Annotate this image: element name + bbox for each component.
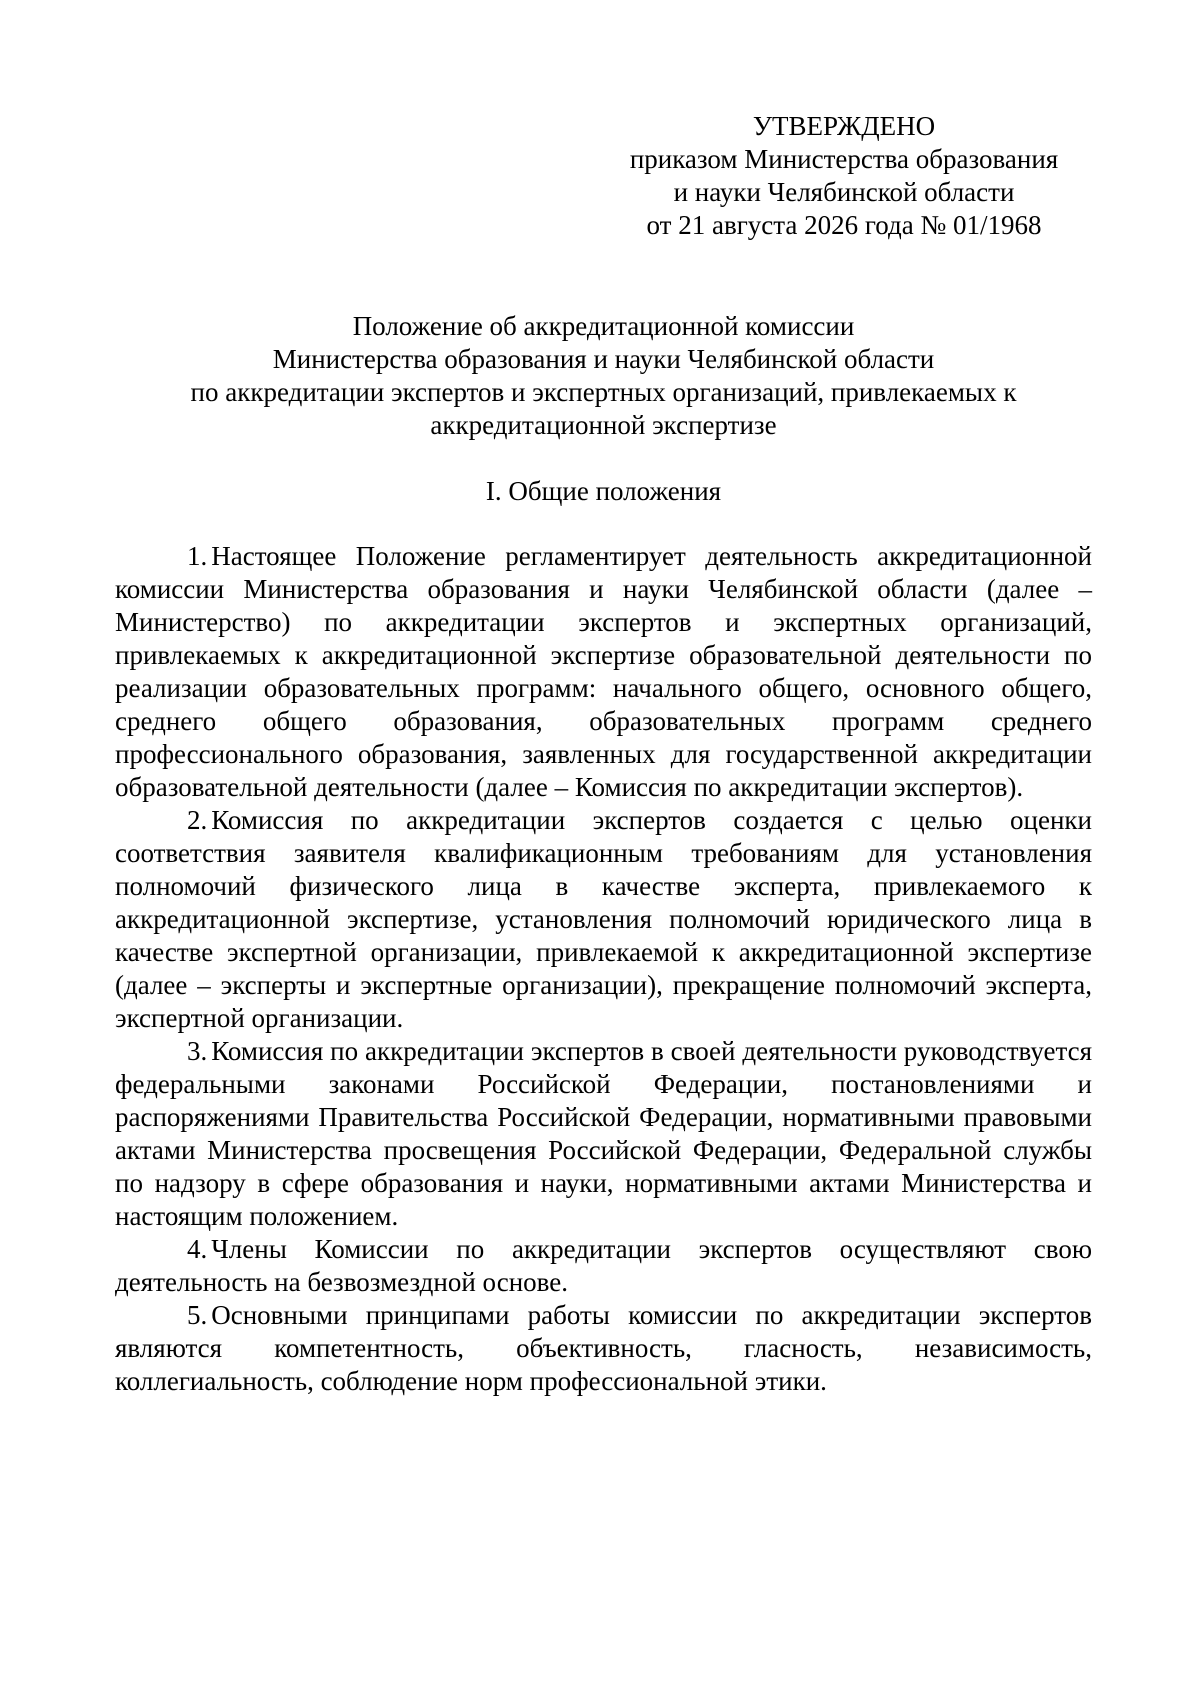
section-heading: I. Общие положения bbox=[485, 476, 722, 506]
title-line-4: аккредитационной экспертизе bbox=[430, 410, 777, 440]
paragraph-2 bbox=[115, 804, 1092, 1035]
approval-heading: УТВЕРЖДЕНО bbox=[752, 111, 936, 141]
paragraph-5 bbox=[115, 1299, 1092, 1398]
paragraph-4 bbox=[115, 1233, 1092, 1299]
paragraph-text: Комиссия по аккредитации экспертов в своей деятельности руководствуется федеральными законами Российской Федерации, постановлениями и распоряжениями Правительства Российской Федерации, нормативными правовыми актами Министерства просвещения Российской Федерации, Федеральной службы по надзору в сфере образования и науки, нормативными актами Министерства и настоящим положением. bbox=[115, 1036, 1092, 1231]
title-line-2: Министерства образования и науки Челябинской области bbox=[272, 344, 935, 374]
approval-order-line: приказом Министерства образования bbox=[629, 144, 1059, 174]
paragraph-number: 1. bbox=[187, 541, 208, 571]
paragraph-1 bbox=[115, 540, 1092, 804]
paragraph-3 bbox=[115, 1035, 1092, 1233]
document-body bbox=[115, 540, 1092, 1398]
approval-date-number-line: от 21 августа 2026 года № 01/1968 bbox=[646, 210, 1042, 240]
approval-stamp bbox=[600, 110, 1088, 242]
title-line-3: по аккредитации экспертов и экспертных организаций, привлекаемых к bbox=[190, 377, 1017, 407]
paragraph-number: 5. bbox=[187, 1300, 208, 1330]
paragraph-text: Основными принципами работы комиссии по аккредитации экспертов являются компетентность, объективность, гласность, независимость, коллегиальность, соблюдение норм профессиональной этики. bbox=[115, 1300, 1092, 1396]
paragraph-number: 2. bbox=[187, 805, 208, 835]
paragraph-text: Комиссия по аккредитации экспертов создается с целью оценки соответствия заявителя квалификационным требованиям для установления полномочий физического лица в качестве эксперта, привлекаемого к аккредитационной экспертизе, установления полномочий юридического лица в качестве экспертной организации, привлекаемой к аккредитационной экспертизе (далее – эксперты и экспертные организации), прекращение полномочий эксперта, экспертной организации. bbox=[115, 805, 1092, 1033]
document-title bbox=[115, 310, 1092, 442]
paragraph-text: Члены Комиссии по аккредитации экспертов осуществляют свою деятельность на безвозмездной основе. bbox=[115, 1234, 1092, 1297]
paragraph-number: 3. bbox=[187, 1036, 208, 1066]
paragraph-text: Настоящее Положение регламентирует деятельность аккредитационной комиссии Министерства образования и науки Челябинской области (далее – Министерство) по аккредитации экспертов и экспертных организаций, привлекаемых к аккредитационной экспертизе образовательной деятельности по реализации образовательных программ: начального общего, основного общего, среднего общего образования, образовательных программ среднего профессионального образования, заявленных для государственной аккредитации образовательной деятельности (далее – Комиссия по аккредитации экспертов). bbox=[115, 541, 1092, 802]
paragraph-number: 4. bbox=[187, 1234, 208, 1264]
approval-ministry-line: и науки Челябинской области bbox=[673, 177, 1015, 207]
title-line-1: Положение об аккредитационной комиссии bbox=[352, 311, 855, 341]
